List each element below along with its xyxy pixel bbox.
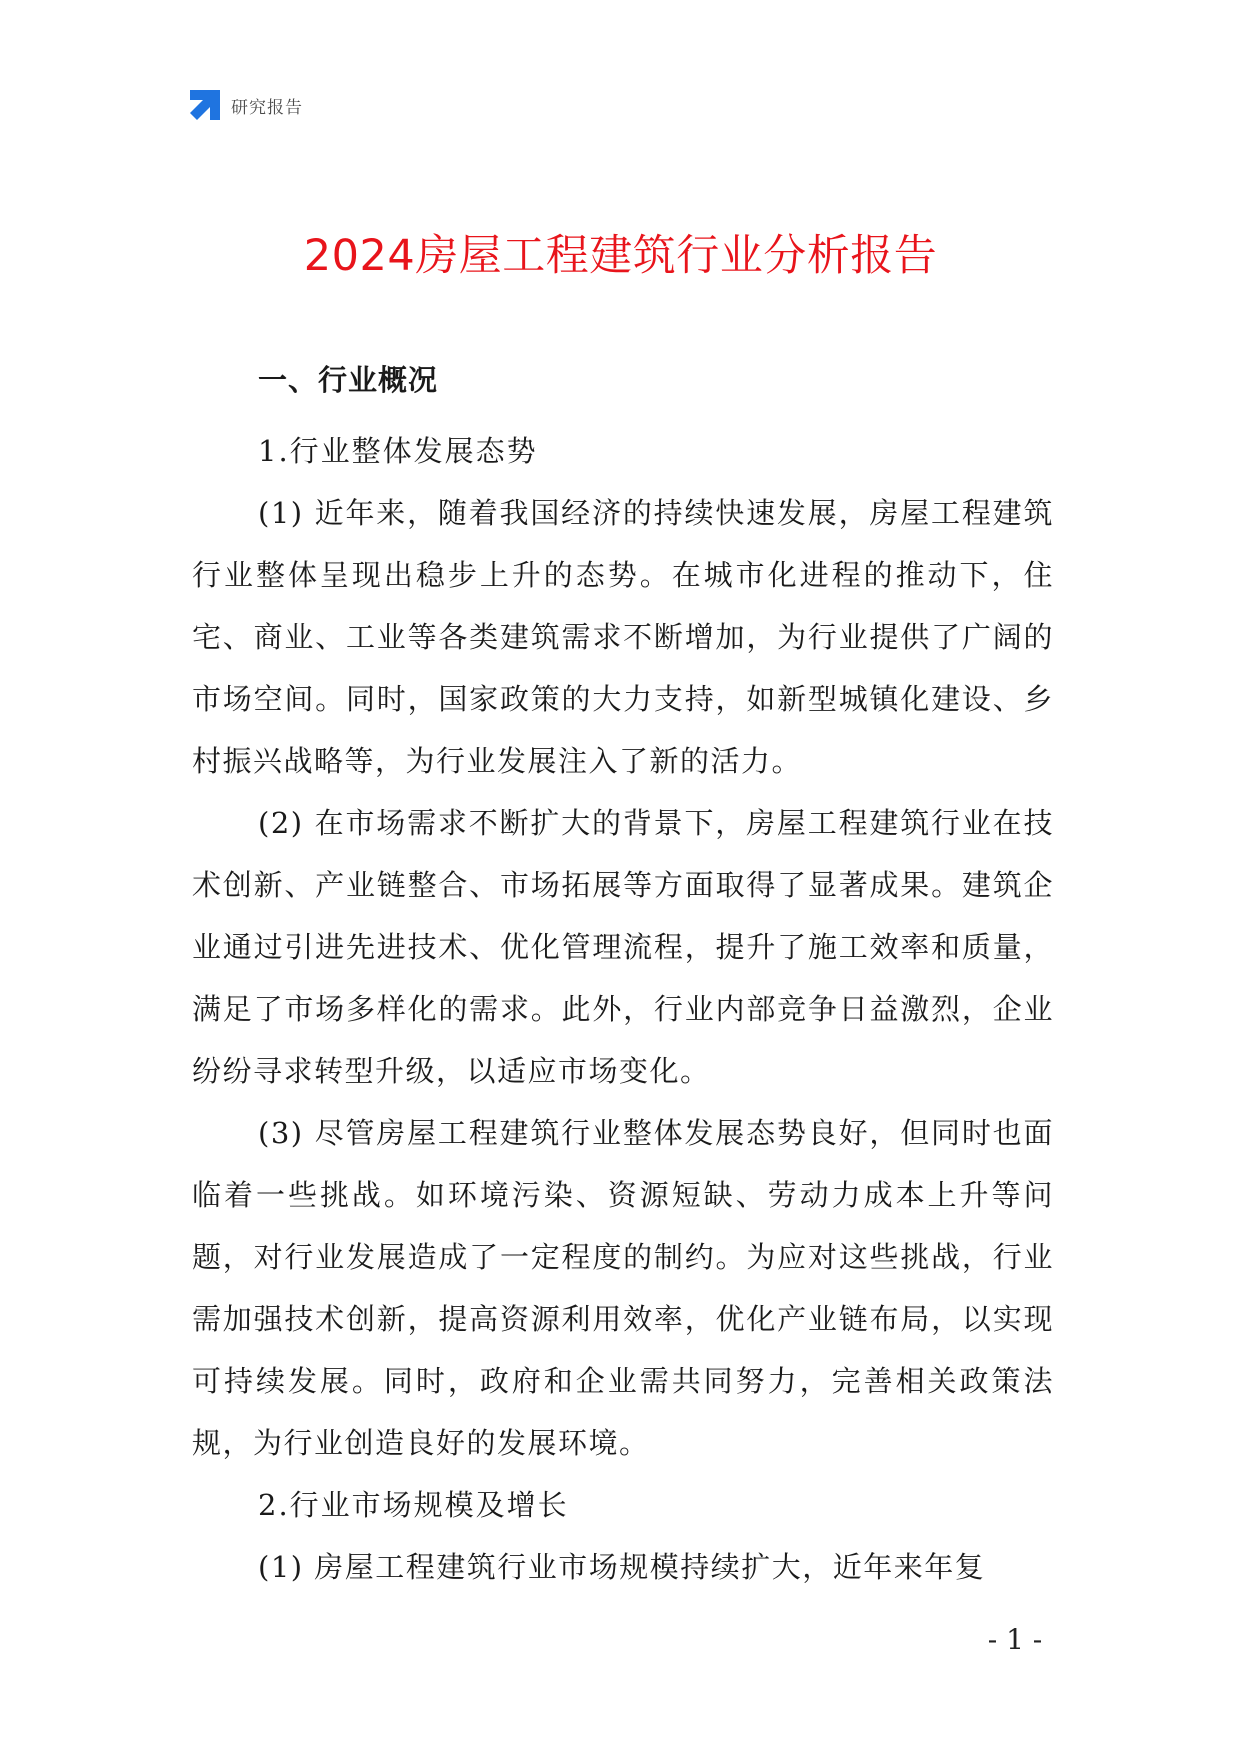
document-body bbox=[192, 358, 1054, 1598]
paragraph: (1) 房屋工程建筑行业市场规模持续扩大，近年来年复 bbox=[258, 1550, 986, 1584]
subsection-heading: 1.行业整体发展态势 bbox=[258, 434, 538, 468]
report-header bbox=[190, 88, 303, 122]
header-label: 研究报告 bbox=[231, 97, 303, 118]
document-title: 2024房屋工程建筑行业分析报告 bbox=[303, 231, 938, 281]
paragraph: (2) 在市场需求不断扩大的背景下，房屋工程建筑行业在技术创新、产业链整合、市场拓展等方面取得了显著成果。建筑企业通过引进先进技术、优化管理流程，提升了施工效率和质量，满足了市场多样化的需求。此外，行业内部竞争日益激烈，企业纷纷寻求转型升级，以适应市场变化。 bbox=[192, 806, 1054, 1088]
section-heading: 一、行业概况 bbox=[258, 363, 439, 397]
subsection-heading: 2.行业市场规模及增长 bbox=[258, 1488, 569, 1522]
page-number: - 1 - bbox=[987, 1623, 1043, 1656]
paragraph: (3) 尽管房屋工程建筑行业整体发展态势良好，但同时也面临着一些挑战。如环境污染、资源短缺、劳动力成本上升等问题，对行业发展造成了一定程度的制约。为应对这些挑战，行业需加强技术创新，提高资源利用效率，优化产业链布局，以实现可持续发展。同时，政府和企业需共同努力，完善相关政策法规，为行业创造良好的发展环境。 bbox=[192, 1116, 1054, 1460]
arrow-up-right-icon bbox=[190, 90, 220, 120]
paragraph: (1) 近年来，随着我国经济的持续快速发展，房屋工程建筑行业整体呈现出稳步上升的态势。在城市化进程的推动下，住宅、商业、工业等各类建筑需求不断增加，为行业提供了广阔的市场空间。同时，国家政策的大力支持，如新型城镇化建设、乡村振兴战略等，为行业发展注入了新的活力。 bbox=[192, 496, 1054, 778]
